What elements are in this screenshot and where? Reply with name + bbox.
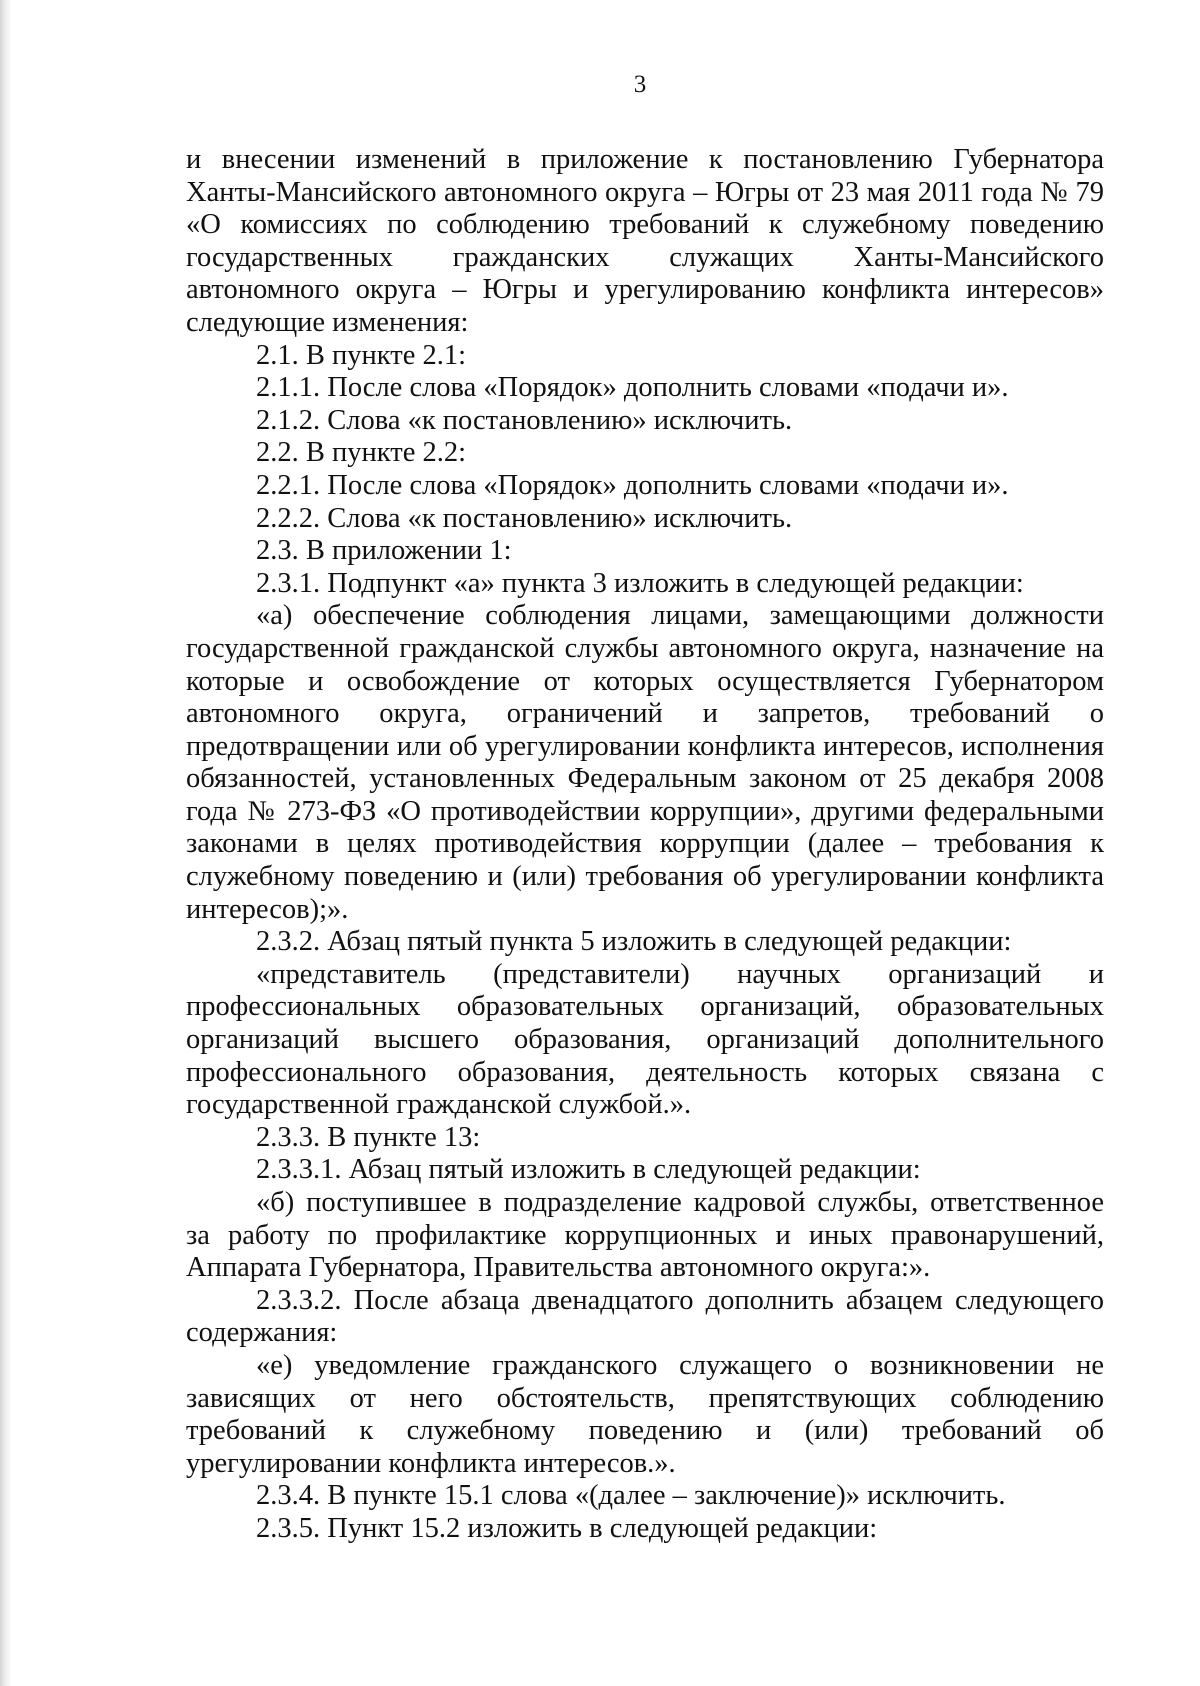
paragraph-2-1-1: 2.1.1. После слова «Порядок» дополнить словами «подачи и».	[256, 372, 1009, 404]
paragraph-2-1: 2.1. В пункте 2.1:	[256, 339, 467, 371]
paragraph-quote-a: «а) обеспечение соблюдения лицами, замещающими должности государственной гражданской службы автономного округа, назначение на которые и освобождение от которых осуществляется Губернатором автономного округа, ограничений и запретов, требований о предотвращении или об урегулировании конфликта интересов, исполнения обязанностей, установленных Федеральным законом от 25 декабря 2008 года № 273-ФЗ «О противодействии коррупции», другими федеральными законами в целях противодействия коррупции (далее – требования к служебному поведению и (или) требования об урегулировании конфликта интересов);».	[186, 600, 1104, 925]
paragraph-2-3: 2.3. В приложении 1:	[256, 535, 512, 567]
paragraph-2-3-2: 2.3.2. Абзац пятый пункта 5 изложить в следующей редакции:	[256, 926, 1012, 958]
paragraph-2-3-3-2: 2.3.3.2. После абзаца двенадцатого дополнить абзацем следующего содержания:	[186, 1284, 1104, 1349]
paragraph-quote-representative: «представитель (представители) научных организаций и профессиональных образовательных организаций, образовательных организаций высшего образования, организаций дополнительного профессионального образования, деятельность которых связана с государственной гражданской службой.».	[186, 958, 1104, 1121]
document-body	[186, 144, 1104, 1546]
paragraph-quote-e: «е) уведомление гражданского служащего о возникновении не зависящих от него обстоятельств, препятствующих соблюдению требований к служебному поведению и (или) требований об урегулировании конфликта интересов.».	[186, 1349, 1104, 1479]
page-number: 3	[633, 71, 647, 98]
paragraph-2-3-3: 2.3.3. В пункте 13:	[256, 1121, 481, 1153]
paragraph-2-2-1: 2.2.1. После слова «Порядок» дополнить словами «подачи и».	[256, 469, 1009, 501]
paragraph-2-3-1: 2.3.1. Подпункт «а» пункта 3 изложить в следующей редакции:	[256, 567, 1024, 599]
paragraph-intro: и внесении изменений в приложение к постановлению Губернатора Ханты-Мансийского автономного округа – Югры от 23 мая 2011 года № 79 «О комиссиях по соблюдению требований к служебному поведению государственных гражданских служащих Ханты-Мансийского автономного округа – Югры и урегулированию конфликта интересов» следующие изменения:	[186, 144, 1104, 338]
paragraph-2-2: 2.2. В пункте 2.2:	[256, 437, 467, 469]
paragraph-2-3-3-1: 2.3.3.1. Абзац пятый изложить в следующей редакции:	[256, 1154, 921, 1186]
paragraph-2-1-2: 2.1.2. Слова «к постановлению» исключить.	[256, 404, 793, 436]
paragraph-2-3-4: 2.3.4. В пункте 15.1 слова «(далее – заключение)» исключить.	[256, 1480, 1006, 1512]
paragraph-quote-b: «б) поступившее в подразделение кадровой службы, ответственное за работу по профилактике коррупционных и иных правонарушений, Аппарата Губернатора, Правительства автономного округа:».	[186, 1187, 1104, 1284]
paragraph-2-3-5: 2.3.5. Пункт 15.2 изложить в следующей редакции:	[256, 1512, 878, 1544]
paragraph-2-2-2: 2.2.2. Слова «к постановлению» исключить.	[256, 502, 793, 534]
scan-edge-shadow	[0, 0, 12, 1686]
